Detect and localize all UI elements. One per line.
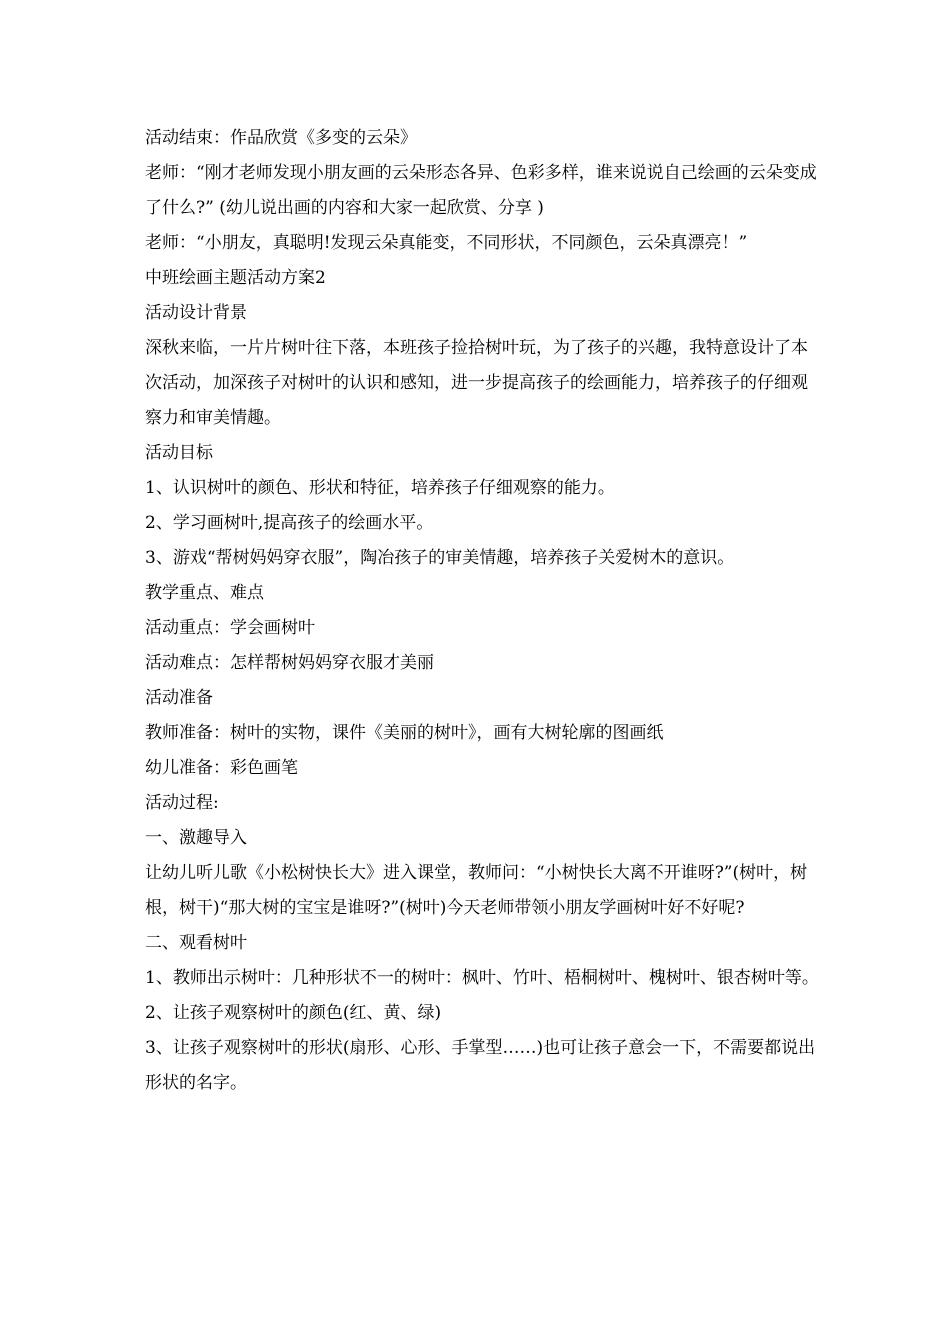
activity-end-line: 活动结束：作品欣赏《多变的云朵》 — [145, 128, 417, 148]
step-heading: 一、激趣导入 — [145, 828, 247, 848]
heading-key-points: 教学重点、难点 — [145, 583, 264, 603]
section-title: 中班绘画主题活动方案2 — [145, 268, 326, 288]
observe-item: 1、教师出示树叶：几种形状不一的树叶：枫叶、竹叶、梧桐树叶、槐树叶、银杏树叶等。 — [145, 968, 819, 988]
goal-item: 2、学习画树叶,提高孩子的绘画水平。 — [145, 513, 434, 533]
heading-goals: 活动目标 — [145, 443, 213, 463]
intro-paragraph: 让幼儿听儿歌《小松树快长大》进入课堂，教师问：“小树快长大离不开谁呀?”(树叶，树根，树干)“那大树的宝宝是谁呀?”(树叶)今天老师带领小朋友学画树叶好不好呢? — [145, 863, 808, 918]
teacher-question-paragraph: 老师：“刚才老师发现小朋友画的云朵形态各异、色彩多样，谁来说说自己绘画的云朵变成了什么?” (幼儿说出画的内容和大家一起欣赏、分享 ) — [145, 163, 817, 218]
key-point-line: 活动重点：学会画树叶 — [145, 618, 315, 638]
step-heading: 二、观看树叶 — [145, 933, 247, 953]
background-paragraph: 深秋来临，一片片树叶往下落，本班孩子捡拾树叶玩，为了孩子的兴趣，我特意设计了本次活动，加深孩子对树叶的认识和感知，进一步提高孩子的绘画能力，培养孩子的仔细观察力和审美情趣。 — [145, 338, 808, 428]
teacher-praise-paragraph: 老师：“小朋友，真聪明!发现云朵真能变，不同形状，不同颜色，云朵真漂亮！” — [145, 233, 748, 253]
heading-preparation: 活动准备 — [145, 688, 213, 708]
goal-item: 1、认识树叶的颜色、形状和特征，培养孩子仔细观察的能力。 — [145, 478, 615, 498]
goal-item: 3、游戏“帮树妈妈穿衣服”，陶冶孩子的审美情趣，培养孩子关爱树木的意识。 — [145, 548, 735, 568]
observe-item: 3、让孩子观察树叶的形状(扇形、心形、手掌型……)也可让孩子意会一下，不需要都说出形状的名字。 — [145, 1038, 816, 1093]
teacher-preparation-line: 教师准备：树叶的实物，课件《美丽的树叶》，画有大树轮廓的图画纸 — [145, 723, 664, 743]
document-body — [145, 121, 820, 1101]
child-preparation-line: 幼儿准备：彩色画笔 — [145, 758, 298, 778]
observe-item: 2、让孩子观察树叶的颜色(红、黄、绿) — [145, 1003, 442, 1023]
difficulty-line: 活动难点：怎样帮树妈妈穿衣服才美丽 — [145, 653, 434, 673]
heading-design-background: 活动设计背景 — [145, 303, 247, 323]
heading-process: 活动过程: — [145, 793, 219, 813]
